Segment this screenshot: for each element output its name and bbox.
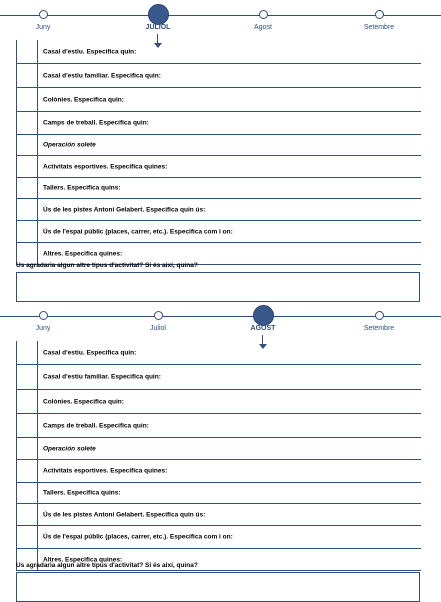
checklist-item-label: Casal d'estiu familiar. Especifica quin: (43, 72, 161, 79)
checklist-row[interactable] (17, 221, 421, 243)
checklist-row[interactable] (17, 414, 421, 438)
checklist-row[interactable] (17, 504, 421, 526)
checklist-row[interactable] (17, 390, 421, 414)
checklist-item-label: Casal d'estiu. Especifica quin: (43, 349, 137, 356)
timeline-month-label: JULIOL (145, 24, 171, 31)
checklist-item-label: Tallers. Especifica quins: (43, 489, 121, 497)
checklist-row[interactable] (17, 156, 421, 178)
checklist-item-label: Camps de treball. Especifica quin: (43, 119, 149, 127)
checklist-item-label: Casal d'estiu familiar. Especifica quin: (43, 373, 161, 381)
checklist-row[interactable] (17, 40, 421, 64)
other-activity-answer-box[interactable] (16, 572, 420, 602)
timeline-dot (375, 10, 384, 19)
timeline-dot (259, 10, 268, 19)
checklist-row[interactable] (17, 483, 421, 504)
timeline-month-label: Setembre (363, 325, 395, 332)
timeline-dot (154, 311, 163, 320)
timeline-dot (39, 10, 48, 19)
checklist-row[interactable] (17, 526, 421, 549)
checklist-item-label: Colònies. Especifica quin: (43, 96, 124, 103)
checklist-item-label: Ús de l'espai públic (places, carrer, etc.). Especifica com i on: (43, 533, 233, 541)
checklist-item-label: Operación solete (43, 445, 96, 452)
checklist-item-label: Ús de les pistes Antoni Gelabert. Especifica quin ús: (43, 206, 206, 213)
other-activity-question: Us agradaria algun altre tipus d'activitat? Si és així, quina? (16, 262, 198, 269)
checklist-row[interactable] (17, 88, 421, 112)
checklist-row[interactable] (17, 199, 421, 221)
timeline-active-marker (253, 305, 274, 326)
checklist-row[interactable] (17, 178, 421, 199)
checklist-row[interactable] (17, 460, 421, 483)
checklist-row[interactable] (17, 341, 421, 365)
checklist-item-label: Colònies. Especifica quin: (43, 398, 124, 405)
checklist-item-label: Operación solete (43, 141, 96, 149)
checklist-item-label: Activitats esportives. Especifica quines: (43, 163, 168, 170)
timeline-dot (375, 311, 384, 320)
month-timeline (0, 0, 441, 42)
checklist-row[interactable] (17, 438, 421, 460)
activity-checklist (16, 40, 421, 265)
checklist-item-label: Altres. Especifica quines: (43, 556, 123, 563)
timeline-month-label: Juliol (150, 325, 166, 332)
timeline-month-label: Juny (35, 325, 51, 332)
timeline-active-marker (148, 4, 169, 25)
other-activity-answer-box[interactable] (16, 272, 420, 302)
checklist-item-label: Tallers. Especifica quins: (43, 184, 121, 192)
checklist-row[interactable] (17, 135, 421, 156)
checklist-item-label: Ús de les pistes Antoni Gelabert. Especifica quin ús: (43, 511, 206, 518)
checklist-item-label: Altres. Especifica quines: (43, 250, 123, 257)
checklist-row[interactable] (17, 112, 421, 135)
checklist-item-label: Casal d'estiu. Especifica quin: (43, 48, 137, 55)
checklist-item-label: Ús de l'espai públic (places, carrer, etc.). Especifica com i on: (43, 228, 233, 235)
other-activity-question: Us agradaria algun altre tipus d'activitat? Si és així, quina? (16, 562, 198, 569)
checklist-row[interactable] (17, 365, 421, 390)
timeline-month-label: Setembre (363, 24, 395, 31)
activity-checklist (16, 341, 421, 571)
checklist-item-label: Camps de treball. Especifica quin: (43, 422, 149, 429)
checklist-item-label: Activitats esportives. Especifica quines: (43, 467, 168, 475)
timeline-month-label: AGOST (250, 325, 276, 332)
timeline-dot (39, 311, 48, 320)
timeline-month-label: Juny (35, 24, 51, 31)
timeline-month-label: Agost (254, 24, 272, 31)
month-timeline (0, 301, 441, 343)
checklist-row[interactable] (17, 64, 421, 88)
